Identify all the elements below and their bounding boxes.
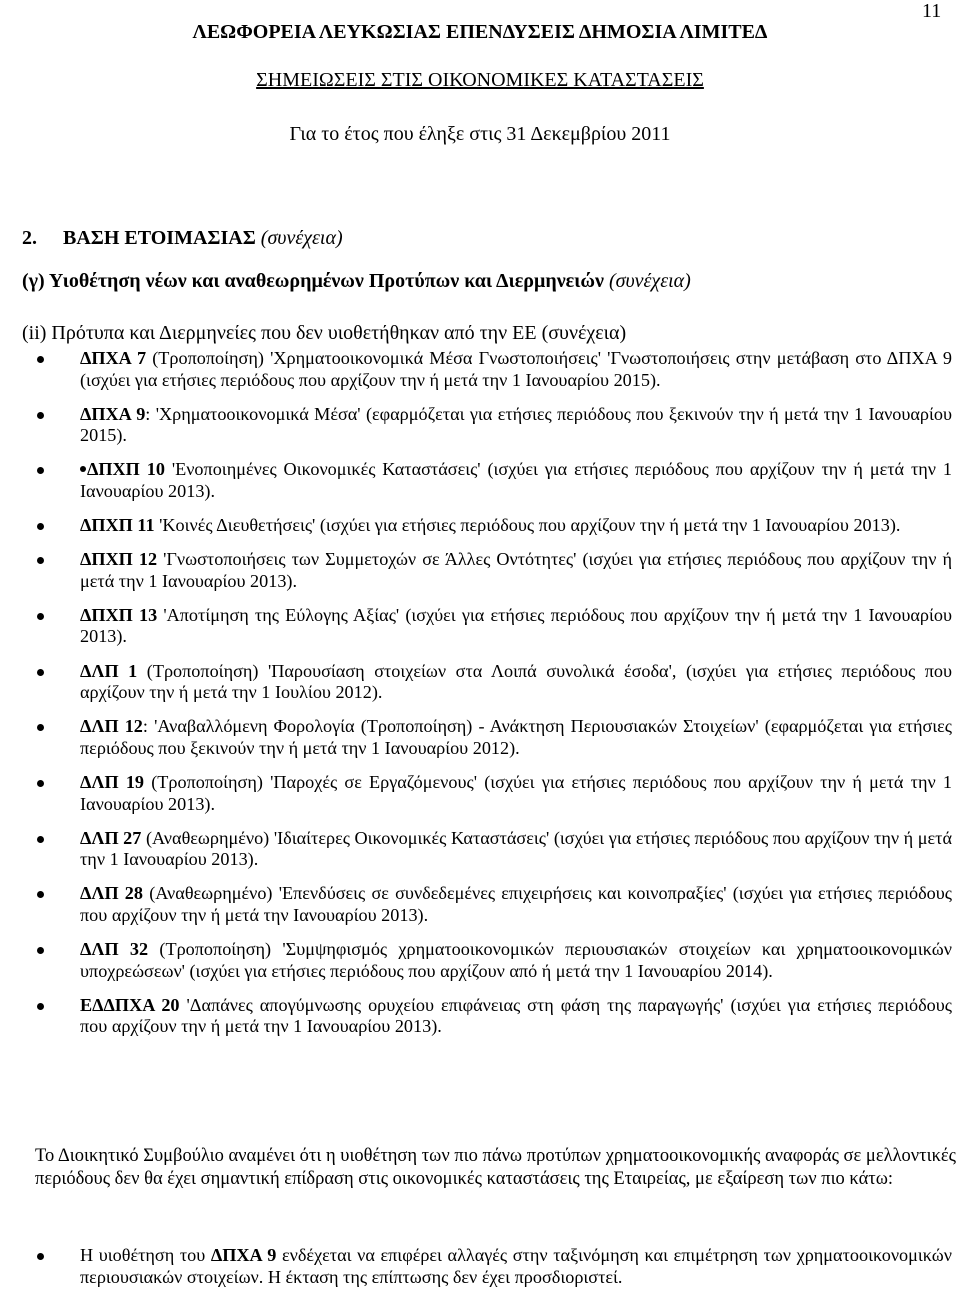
standard-description: 'Δαπάνες απογύμνωσης ορυχείου επιφάνειας στη φάση της παραγωγής' (ισχύει για ετήσιες περιόδους που αρχίζουν την ή μετά την 1 Ιανουαρίου 2013). bbox=[80, 994, 952, 1037]
bullet-icon bbox=[37, 836, 44, 843]
bullet-icon bbox=[37, 1003, 44, 1010]
standard-code: ΔΠΧΑ 7 bbox=[80, 348, 147, 368]
standard-code: ΕΔΔΠΧΑ 20 bbox=[80, 994, 180, 1015]
subsection-heading bbox=[22, 269, 691, 293]
list-item bbox=[0, 716, 960, 759]
standard-code: ΔΠΧΑ 9 bbox=[80, 403, 146, 424]
bullet-icon bbox=[37, 947, 44, 954]
list-item bbox=[0, 404, 960, 447]
section-title-suffix: (συνέχεια) bbox=[260, 227, 343, 249]
standard-description: (Αναθεωρημένο) 'Ιδιαίτερες Οικονομικές Καταστάσεις' (ισχύει για ετήσιες περιόδους που αρχίζουν την ή μετά την 1 Ιανουαρίου 2013). bbox=[80, 827, 952, 870]
list-item bbox=[0, 828, 960, 871]
bullet-icon bbox=[37, 412, 44, 419]
list-item bbox=[0, 549, 960, 592]
section-heading bbox=[22, 226, 343, 250]
standard-description: 'Ενοποιημένες Οικονομικές Καταστάσεις' (ισχύει για ετήσιες περιόδους που αρχίζουν την ή μετά την 1 Ιανουαρίου 2013). bbox=[80, 459, 952, 501]
standard-description: 'Κοινές Διευθετήσεις' (ισχύει για ετήσιες περιόδους που αρχίζουν την ή μετά την 1 Ιανουαρίου 2013). bbox=[154, 515, 901, 536]
standard-code: ΔΛΠ 19 bbox=[80, 772, 145, 792]
subsection-title: (γ) Υιοθέτηση νέων και αναθεωρημένων Προτύπων και Διερμηνειών bbox=[22, 270, 604, 292]
bullet-icon bbox=[37, 669, 44, 676]
list-item bbox=[0, 883, 960, 926]
standard-code: ΔΛΠ 28 bbox=[80, 883, 143, 904]
bullet-icon bbox=[37, 356, 44, 363]
standard-description: : 'Αναβαλλόμενη Φορολογία (Τροποποίηση) - Ανάκτηση Περιουσιακών Στοιχείων' (εφαρμόζεται για ετήσιες περιόδους που ξεκινούν την ή μετά την 1 Ιανουαρίου 2012). bbox=[80, 716, 952, 758]
standard-description: (Τροποποίηση) 'Συμψηφισμός χρηματοοικονομικών περιουσιακών στοιχείων και χρηματοοικονομικών υποχρεώσεων' (ισχύει για ετήσιες περιόδους που αρχίζουν από ή μετά την 1 Ιανουαρίου 2014). bbox=[80, 939, 952, 981]
period-title: Για το έτος που έληξε στις 31 Δεκεμβρίου 2011 bbox=[289, 123, 671, 145]
list-item bbox=[0, 995, 960, 1038]
list-item bbox=[0, 661, 960, 704]
list-item bbox=[0, 772, 960, 815]
list-item bbox=[0, 515, 960, 537]
bullet-icon bbox=[37, 724, 44, 731]
standard-code: ΔΛΠ 32 bbox=[80, 939, 149, 960]
standard-description: : 'Χρηματοοικονομικά Μέσα' (εφαρμόζεται για ετήσιες περιόδους που ξεκινούν την ή μετά την 1 Ιανουαρίου 2015). bbox=[80, 403, 952, 446]
standard-description: ενδέχεται να επιφέρει αλλαγές στην ταξινόμηση και επιμέτρηση των χρηματοοικονομικών περιουσιακών στοιχείων. Η έκταση της επίπτωσης δεν έχει προσδιοριστεί. bbox=[80, 1245, 952, 1287]
bullet-icon bbox=[37, 523, 44, 530]
standard-code: ΔΠΧΠ 13 bbox=[80, 604, 158, 625]
bullet-icon bbox=[37, 891, 44, 898]
bullet-icon bbox=[37, 557, 44, 564]
section-number: 2. bbox=[22, 227, 37, 249]
standard-code: ΔΛΠ 1 bbox=[80, 660, 138, 681]
standard-description: (Τροποποίηση) 'Χρηματοοικονομικά Μέσα Γνωστοποιήσεις' 'Γνωστοποιήσεις στην μετάβαση στο ΔΠΧΑ 9 (ισχύει για ετήσιες περιόδους που αρχίζουν την ή μετά την 1 Ιανουαρίου 2015). bbox=[80, 348, 952, 390]
standard-description: (Τροποποίηση) 'Παροχές σε Εργαζόμενους' (ισχύει για ετήσιες περιόδους που αρχίζουν την ή μετά την 1 Ιανουαρίου 2013). bbox=[80, 772, 952, 814]
board-paragraph: Το Διοικητικό Συμβούλιο αναμένει ότι η υιοθέτηση των πιο πάνω προτύπων χρηματοοικονομικής αναφοράς σε μελλοντικές περιόδους δεν θα έχει σημαντική επίδραση στις οικονομικές καταστάσεις της Εταιρείας, με εξαίρεση των πιο κάτω: bbox=[35, 1146, 956, 1189]
exception-list bbox=[0, 1245, 960, 1301]
bullet-icon bbox=[37, 467, 44, 474]
standard-code: ΔΛΠ 27 bbox=[80, 827, 142, 848]
bullet-icon bbox=[80, 466, 86, 472]
company-name: ΛΕΩΦΟΡΕΙΑ ΛΕΥΚΩΣΙΑΣ ΕΠΕΝΔΥΣΕΙΣ ΔΗΜΟΣΙΑ ΛΙΜΙΤΕΔ bbox=[192, 21, 768, 43]
section-title: ΒΑΣΗ ΕΤΟΙΜΑΣΙΑΣ bbox=[63, 227, 256, 249]
standard-code: ΔΠΧΑ 9 bbox=[210, 1245, 277, 1265]
item-prefix: Η υιοθέτηση του bbox=[80, 1245, 211, 1265]
notes-title: ΣΗΜΕΙΩΣΕΙΣ ΣΤΙΣ ΟΙΚΟΝΟΜΙΚΕΣ ΚΑΤΑΣΤΑΣΕΙΣ bbox=[256, 69, 704, 91]
standard-description: 'Γνωστοποιήσεις των Συμμετοχών σε Άλλες Οντότητες' (ισχύει για ετήσιες περιόδους που αρχίζουν την ή μετά την 1 Ιανουαρίου 2013). bbox=[80, 549, 952, 591]
page-number: 11 bbox=[922, 0, 942, 22]
standard-code: ΔΛΠ 12 bbox=[80, 716, 143, 737]
standard-description: 'Αποτίμηση της Εύλογης Αξίας' (ισχύει για ετήσιες περιόδους που αρχίζουν την ή μετά την 1 Ιανουαρίου 2013). bbox=[80, 604, 952, 647]
list-item bbox=[0, 348, 960, 391]
standard-description: (Αναθεωρημένο) 'Επενδύσεις σε συνδεδεμένες επιχειρήσεις και κοινοπραξίες' (ισχύει για ετήσιες περιόδους που αρχίζουν την ή μετά την Ιανουαρίου 2013). bbox=[80, 883, 952, 925]
standard-code: ΔΠΧΠ 11 bbox=[80, 515, 155, 536]
list-item bbox=[0, 939, 960, 982]
list-item bbox=[0, 1245, 960, 1288]
standard-code: ΔΠΧΠ 10 bbox=[87, 459, 165, 480]
standard-description: (Τροποποίηση) 'Παρουσίαση στοιχείων στα Λοιπά συνολικά έσοδα', (ισχύει για ετήσιες περιόδους που αρχίζουν την ή μετά την 1 Ιουλίου 2012). bbox=[80, 660, 952, 703]
list-item bbox=[0, 605, 960, 648]
bullet-icon bbox=[37, 1253, 44, 1260]
standard-code: ΔΠΧΠ 12 bbox=[80, 549, 158, 570]
bullet-icon bbox=[37, 780, 44, 787]
bullet-icon bbox=[37, 613, 44, 620]
subsubsection-heading bbox=[22, 321, 626, 345]
subsubsection-title: (ii) Πρότυπα και Διερμηνείες που δεν υιοθετήθηκαν από την ΕΕ (συνέχεια) bbox=[22, 322, 627, 344]
list-item bbox=[0, 459, 960, 502]
subsection-title-suffix: (συνέχεια) bbox=[608, 270, 691, 292]
standards-list bbox=[0, 348, 960, 1050]
